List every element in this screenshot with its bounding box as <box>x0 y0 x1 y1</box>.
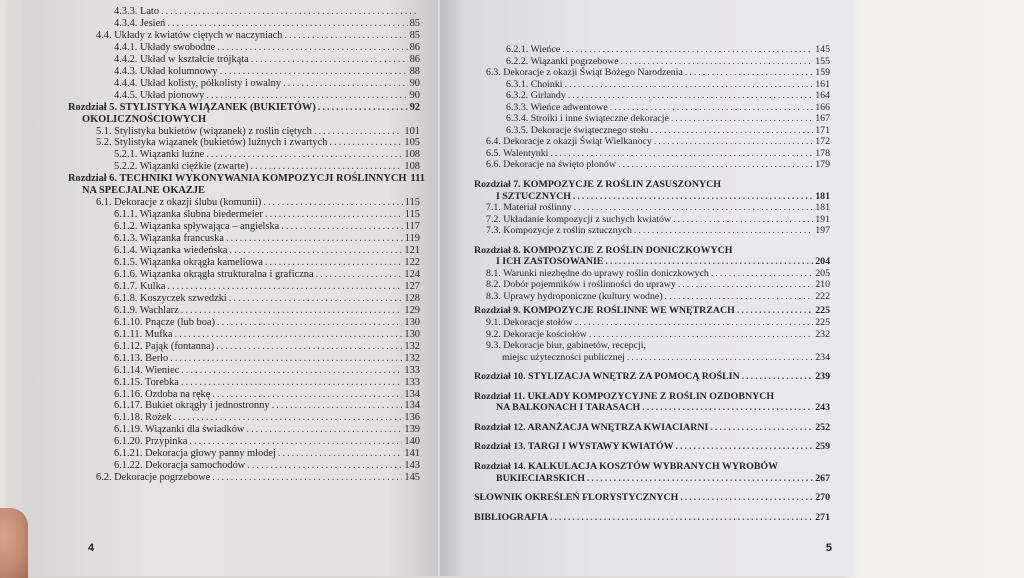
toc-entry-title: 6.1.6. Wiązanka okrągła strukturalna i graficzna <box>114 268 314 280</box>
toc-entry <box>68 269 420 281</box>
toc-entry <box>68 257 420 269</box>
toc-leader-dots <box>217 42 407 54</box>
toc-chapter-entry <box>474 245 830 257</box>
toc-entry <box>68 317 420 329</box>
toc-entry <box>474 291 830 303</box>
toc-leader-dots <box>212 389 402 401</box>
toc-leader-dots <box>587 473 813 485</box>
toc-entry <box>68 66 420 78</box>
toc-entry-title: Rozdział 8. KOMPOZYCJE Z ROŚLIN DONICZKOWYCH <box>474 244 733 256</box>
toc-leader-dots <box>167 18 407 30</box>
toc-leader-dots <box>263 197 402 209</box>
toc-entry-page: 88 <box>409 65 420 77</box>
toc-leader-dots <box>206 90 407 102</box>
toc-leader-dots <box>575 317 814 329</box>
toc-leader-dots <box>181 377 403 389</box>
toc-entry-page: 134 <box>404 388 420 400</box>
toc-leader-dots <box>680 492 813 504</box>
toc-entry-title: 6.1.1. Wiązanka ślubna biedermeier <box>114 209 263 221</box>
toc-chapter-entry <box>474 305 830 317</box>
toc-leader-dots <box>573 191 813 203</box>
toc-entry-title: 9.1. Dekoracje stołów <box>486 317 573 329</box>
page-number-right: 5 <box>825 542 832 554</box>
toc-entry <box>474 329 830 341</box>
toc-leader-dots <box>550 512 813 524</box>
toc-leader-dots <box>671 113 813 125</box>
toc-entry-page: 134 <box>404 400 420 412</box>
toc-leader-dots <box>181 305 403 317</box>
toc-entry-title: Rozdział 7. KOMPOZYCJE Z ROŚLIN ZASUSZONYCH <box>474 179 721 191</box>
toc-entry <box>68 293 420 305</box>
toc-entry <box>68 400 420 412</box>
toc-entry-title: 6.1.20. Przypinka <box>114 436 188 448</box>
toc-entry <box>68 197 420 209</box>
toc-entry <box>474 113 830 125</box>
toc-entry <box>68 6 420 18</box>
toc-entry-page: 164 <box>815 90 830 102</box>
toc-entry-title: Rozdział 6. TECHNIKI WYKONYWANIA KOMPOZYCJI ROŚLINNYCH <box>68 173 407 185</box>
page-number-left: 4 <box>88 542 95 554</box>
toc-leader-dots <box>318 102 408 114</box>
toc-entry <box>474 148 830 160</box>
toc-entry-page: 136 <box>404 412 420 424</box>
toc-entry <box>68 472 420 484</box>
toc-entry-page: 239 <box>815 371 830 383</box>
toc-leader-dots <box>272 400 403 412</box>
toc-entry-title: 6.5. Walentynki <box>486 147 549 159</box>
toc-entry-title: 8.1. Warunki niezbędne do uprawy roślin doniczkowych <box>486 267 709 279</box>
toc-entry-page: 86 <box>409 53 420 65</box>
toc-entry-title: 5.2. Stylistyka wiązanek (bukietów) luźnych i zwartych <box>96 137 328 149</box>
toc-entry-page: 197 <box>815 225 830 237</box>
toc-entry-page: 225 <box>815 317 830 329</box>
toc-chapter-entry <box>474 391 830 403</box>
toc-entry-page: 145 <box>404 472 420 484</box>
toc-leader-dots <box>226 233 403 245</box>
toc-leader-dots <box>676 441 814 453</box>
toc-leader-dots <box>229 245 402 257</box>
toc-leader-dots <box>568 90 813 102</box>
toc-chapter-entry <box>68 102 420 114</box>
toc-entry-page: 181 <box>815 202 830 214</box>
toc-entry-title: 6.4. Dekoracje z okazji Świąt Wielkanocy <box>486 136 652 148</box>
toc-entry-title: 6.2.1. Wieńce <box>506 44 561 55</box>
toc-entry-page: 270 <box>815 492 830 504</box>
toc-leader-dots <box>217 317 402 329</box>
toc-entry-page: 90 <box>409 77 420 89</box>
toc-leader-dots <box>220 66 408 78</box>
toc-entry-title: 4.4.3. Układ kolumnowy <box>114 65 218 77</box>
toc-leader-dots <box>281 221 403 233</box>
toc-entry-page: 159 <box>815 67 830 79</box>
toc-entry-title: I SZTUCZNYCH <box>496 190 571 202</box>
toc-leader-dots <box>621 56 814 68</box>
toc-entry <box>68 90 420 102</box>
toc-leader-dots <box>618 159 813 171</box>
toc-entry <box>68 389 420 401</box>
toc-entry-page: 267 <box>815 472 830 484</box>
toc-entry-title: 6.3.2. Girlandy <box>506 90 566 102</box>
toc-entry <box>68 161 420 173</box>
toc-list-left <box>68 6 425 484</box>
left-page <box>22 0 438 576</box>
toc-entry-title: I ICH ZASTOSOWANIE <box>496 256 604 268</box>
toc-chapter-entry <box>474 179 830 191</box>
toc-leader-dots <box>565 79 814 91</box>
toc-chapter-entry <box>474 512 830 524</box>
toc-leader-dots <box>665 291 814 303</box>
toc-entry <box>68 448 420 460</box>
toc-entry-page: 128 <box>404 292 420 304</box>
toc-entry-title: 6.6. Dekoracje na święto plonów <box>486 159 616 171</box>
toc-leader-dots <box>316 269 403 281</box>
toc-entry <box>68 341 420 353</box>
toc-entry-page: 204 <box>815 256 830 268</box>
toc-leader-dots <box>742 371 814 383</box>
toc-chapter-entry <box>68 173 425 185</box>
toc-entry-title: 7.3. Kompozycje z roślin sztucznych <box>486 225 632 237</box>
toc-entry-page: 167 <box>815 113 830 125</box>
toc-entry <box>68 365 420 377</box>
toc-entry-title: 6.1.19. Wiązanki dla świadków <box>114 424 245 436</box>
toc-chapter-entry <box>474 441 830 453</box>
toc-entry-page: 141 <box>404 448 420 460</box>
toc-entry-title: Rozdział 9. KOMPOZYCJE ROŚLINNE WE WNĘTRZACH <box>474 305 735 317</box>
toc-entry-page: 108 <box>404 149 420 161</box>
toc-entry-title: 6.1.16. Ozdoba na rękę <box>114 388 211 400</box>
toc-leader-dots <box>189 436 402 448</box>
toc-entry <box>68 221 420 233</box>
toc-leader-dots <box>685 67 813 79</box>
toc-entry-title: 4.4.2. Układ w kształcie trójkąta <box>114 53 249 65</box>
toc-entry-title: 6.1.7. Kulka <box>114 280 166 292</box>
toc-leader-dots <box>246 424 402 436</box>
toc-leader-dots <box>265 209 403 221</box>
toc-entry <box>68 54 420 66</box>
toc-entry <box>474 56 830 68</box>
toc-entry-title: miejsc użyteczności publicznej <box>502 351 625 363</box>
toc-entry-page: 179 <box>815 159 830 171</box>
toc-leader-dots <box>206 149 402 161</box>
toc-chapter-entry <box>474 473 830 485</box>
toc-leader-dots <box>329 137 402 149</box>
toc-entry-title: 6.3.3. Wieńce adwentowe <box>506 101 608 113</box>
toc-entry <box>474 225 830 237</box>
toc-list-right <box>474 44 830 523</box>
toc-chapter-entry <box>474 371 830 383</box>
toc-entry-page: 111 <box>410 173 425 185</box>
toc-entry-title: 6.1.17. Bukiet okrągły i jednostronny <box>114 400 270 412</box>
toc-leader-dots <box>212 472 402 484</box>
toc-entry <box>68 209 420 221</box>
toc-leader-dots <box>250 161 402 173</box>
toc-leader-dots <box>170 353 402 365</box>
toc-entry-page: 210 <box>815 279 830 291</box>
toc-entry-page: 234 <box>815 351 830 363</box>
toc-entry <box>68 412 420 424</box>
toc-entry-title: 6.1.18. Rożek <box>114 412 172 424</box>
toc-entry-page: 171 <box>815 124 830 136</box>
toc-entry <box>474 67 830 79</box>
toc-entry <box>474 136 830 148</box>
toc-chapter-entry <box>474 256 830 268</box>
toc-entry-page: 222 <box>815 290 830 302</box>
toc-leader-dots <box>216 341 402 353</box>
toc-entry <box>68 377 420 389</box>
toc-entry <box>68 436 420 448</box>
toc-leader-dots <box>284 30 407 42</box>
toc-entry-title: 6.2.2. Wiązanki pogrzebowe <box>506 55 619 67</box>
toc-entry-page: 121 <box>404 245 420 257</box>
toc-leader-dots <box>651 125 814 137</box>
toc-leader-dots <box>562 44 813 56</box>
toc-leader-dots <box>161 6 418 18</box>
toc-entry-title: 6.3.1. Choinki <box>506 78 563 90</box>
toc-entry-page: 105 <box>404 137 420 149</box>
toc-entry-title: Rozdział 5. STYLISTYKA WIĄZANEK (BUKIETÓW) <box>68 101 316 113</box>
toc-leader-dots <box>175 329 403 341</box>
toc-entry-page: 232 <box>815 328 830 340</box>
toc-entry <box>474 340 830 352</box>
toc-entry-page: 85 <box>409 17 420 29</box>
toc-entry-title: 4.4.1. Układy swobodne <box>114 41 216 53</box>
toc-entry-title: 6.1.11. Mufka <box>114 328 173 340</box>
toc-leader-dots <box>265 257 403 269</box>
toc-entry <box>474 125 830 137</box>
toc-entry-page: 139 <box>404 424 420 436</box>
toc-entry-page: 108 <box>404 161 420 173</box>
toc-entry-page: 115 <box>404 209 420 221</box>
toc-entry-title: 4.3.3. Lato <box>114 6 160 17</box>
toc-entry <box>68 149 420 161</box>
toc-entry-page: 130 <box>404 316 420 328</box>
toc-chapter-entry <box>474 461 830 473</box>
toc-entry <box>68 233 420 245</box>
toc-entry-title: 6.1.8. Koszyczek szwedzki <box>114 292 227 304</box>
toc-chapter-entry <box>474 492 830 504</box>
toc-entry-title: 5.2.2. Wiązanki ciężkie (zwarte) <box>114 161 249 173</box>
toc-chapter-entry <box>474 402 830 414</box>
toc-entry-page: 252 <box>815 421 830 433</box>
toc-entry <box>474 79 830 91</box>
toc-entry <box>68 137 420 149</box>
toc-entry-page: 271 <box>815 511 830 523</box>
toc-entry-title: 6.1.2. Wiązanka spływająca – angielska <box>114 221 280 233</box>
toc-entry <box>474 202 830 214</box>
toc-entry-title: 6.1.22. Dekoracja samochodów <box>114 460 246 472</box>
toc-entry-title: Rozdział 10. STYLIZACJA WNĘTRZ ZA POMOCĄ ROŚLIN <box>474 371 740 383</box>
open-book <box>8 0 844 576</box>
toc-entry-title: Rozdział 12. ARANŻACJA WNĘTRZA KWIACIARNI <box>474 421 709 433</box>
toc-entry-page: 259 <box>815 441 830 453</box>
toc-leader-dots <box>283 78 408 90</box>
toc-entry-page: 143 <box>404 460 420 472</box>
toc-entry-page: 133 <box>404 376 420 388</box>
toc-entry-page: 124 <box>404 268 420 280</box>
toc-entry <box>68 126 420 138</box>
toc-entry-title: 6.3. Dekoracje z okazji Świąt Bożego Narodzenia <box>486 67 683 79</box>
thumb <box>0 508 28 578</box>
toc-entry-title: SŁOWNIK OKREŚLEŃ FLORYSTYCZNYCH <box>474 492 679 504</box>
toc-entry-title: 6.1.4. Wiązanka wiedeńska <box>114 245 228 257</box>
toc-entry-title: 6.3.5. Dekoracje świątecznego stołu <box>506 124 649 136</box>
toc-entry-title: 6.1.9. Wachlarz <box>114 304 179 316</box>
toc-entry <box>68 424 420 436</box>
toc-leader-dots <box>229 293 403 305</box>
toc-leader-dots <box>673 214 813 226</box>
toc-entry <box>68 30 420 42</box>
toc-entry-page: 90 <box>409 89 420 101</box>
toc-entry-page: 181 <box>815 190 830 202</box>
toc-entry-title: 6.2. Dekoracje pogrzebowe <box>96 472 211 484</box>
toc-entry-page: 119 <box>404 233 420 245</box>
toc-entry-title: 6.1.12. Pająk (fontanna) <box>114 340 215 352</box>
toc-entry-title: 6.1.14. Wieniec <box>114 364 180 376</box>
toc-entry <box>68 42 420 54</box>
toc-entry-page: 178 <box>815 147 830 159</box>
toc-entry-title: NA SPECJALNE OKAZJE <box>82 185 205 197</box>
toc-entry-page: 115 <box>404 197 420 209</box>
toc-entry-title: Rozdział 14. KALKULACJA KOSZTÓW WYBRANYCH WYROBÓW <box>474 460 778 472</box>
toc-entry-page: 132 <box>404 352 420 364</box>
toc-entry <box>474 44 830 56</box>
toc-leader-dots <box>654 136 813 148</box>
toc-entry-title: 5.1. Stylistyka bukietów (wiązanek) z roślin ciętych <box>96 125 312 137</box>
toc-entry-page: 225 <box>815 305 830 317</box>
toc-leader-dots <box>678 279 813 291</box>
toc-leader-dots <box>737 305 813 317</box>
toc-chapter-entry <box>474 422 830 434</box>
toc-entry-page: 191 <box>815 213 830 225</box>
toc-entry-page: 145 <box>815 44 830 55</box>
toc-entry-title: 5.2.1. Wiązanki luźne <box>114 149 205 161</box>
toc-entry-page: 86 <box>409 41 420 53</box>
toc-entry-title: BUKIECIARSKICH <box>496 472 585 484</box>
toc-entry-title: BIBLIOGRAFIA <box>474 511 549 523</box>
toc-entry <box>68 281 420 293</box>
toc-leader-dots <box>314 126 403 138</box>
toc-entry-title: 8.3. Uprawy hydroponiczne (kultury wodne) <box>486 290 663 302</box>
toc-entry <box>474 214 830 226</box>
toc-entry-title: 6.1.10. Pnącze (lub boa) <box>114 316 215 328</box>
toc-entry-page: 122 <box>404 257 420 269</box>
toc-entry-page: 101 <box>404 125 420 137</box>
toc-entry-title: OKOLICZNOŚCIOWYCH <box>82 113 207 125</box>
toc-entry-title: 6.1.5. Wiązanka okrągła kameliowa <box>114 257 263 269</box>
toc-leader-dots <box>610 102 813 114</box>
toc-leader-dots <box>711 268 813 280</box>
toc-entry-title: 9.3. Dekoracje biur, gabinetów, recepcji, <box>486 340 646 352</box>
toc-entry-title: 6.1.3. Wiązanka francuska <box>114 233 224 245</box>
right-page <box>440 0 852 576</box>
toc-entry-page: 166 <box>815 101 830 113</box>
toc-leader-dots <box>181 365 402 377</box>
toc-entry <box>474 90 830 102</box>
toc-entry <box>474 352 830 364</box>
toc-entry-page: 133 <box>404 364 420 376</box>
toc-entry-title: 4.4.4. Układ kolisty, półkolisty i owalny <box>114 77 282 89</box>
toc-entry <box>68 353 420 365</box>
toc-entry <box>474 159 830 171</box>
toc-entry-title: 6.3.4. Stroiki i inne świąteczne dekoracje <box>506 113 669 125</box>
toc-leader-dots <box>634 225 813 237</box>
toc-chapter-entry <box>68 114 420 126</box>
toc-leader-dots <box>574 202 814 214</box>
toc-leader-dots <box>627 352 813 364</box>
toc-leader-dots <box>550 148 813 160</box>
toc-entry-page: 140 <box>404 436 420 448</box>
toc-entry-page: 117 <box>404 221 420 233</box>
toc-leader-dots <box>174 412 403 424</box>
toc-entry-title: Rozdział 11. UKŁADY KOMPOZYCYJNE Z ROŚLIN OZDOBNYCH <box>474 390 775 402</box>
toc-leader-dots <box>589 329 813 341</box>
toc-entry-title: 9.2. Dekoracje kościołów <box>486 328 587 340</box>
toc-entry <box>68 460 420 472</box>
toc-entry-page: 92 <box>409 101 420 113</box>
toc-entry-title: 8.2. Dobór pojemników i roślinności do uprawy <box>486 279 676 291</box>
toc-chapter-entry <box>474 191 830 203</box>
toc-entry-title: 4.3.4. Jesień <box>114 17 166 29</box>
toc-entry-title: 4.4. Układy z kwiatów ciętych w naczyniach <box>96 29 283 41</box>
toc-chapter-entry <box>68 185 420 197</box>
toc-entry <box>68 305 420 317</box>
toc-leader-dots <box>605 256 813 268</box>
toc-entry-title: 7.1. Materiał roślinny <box>486 202 572 214</box>
toc-entry-page: 132 <box>404 340 420 352</box>
toc-entry <box>68 245 420 257</box>
toc-entry-page: 172 <box>815 136 830 148</box>
toc-entry-page: 85 <box>409 29 420 41</box>
toc-entry-title: 6.1.13. Berło <box>114 352 169 364</box>
toc-entry-page: 129 <box>404 304 420 316</box>
toc-entry-title: 7.2. Układanie kompozycji z suchych kwiatów <box>486 213 672 225</box>
toc-leader-dots <box>167 281 402 293</box>
toc-entry-title: 6.1. Dekoracje z okazji ślubu (komunii) <box>96 197 262 209</box>
toc-entry <box>474 102 830 114</box>
toc-entry-page: 127 <box>404 280 420 292</box>
toc-leader-dots <box>247 460 402 472</box>
toc-entry-title: 6.1.15. Torebka <box>114 376 179 388</box>
toc-entry-page: 243 <box>815 402 830 414</box>
toc-leader-dots <box>642 402 813 414</box>
toc-entry <box>68 18 420 30</box>
toc-entry-title: 4.4.5. Układ pionowy <box>114 89 205 101</box>
toc-entry <box>474 268 830 280</box>
toc-entry <box>68 329 420 341</box>
toc-entry-title: NA BALKONACH I TARASACH <box>496 402 641 414</box>
toc-entry-title: Rozdział 13. TARGI I WYSTAWY KWIATÓW <box>474 441 674 453</box>
toc-entry <box>474 317 830 329</box>
toc-entry-page: 161 <box>815 78 830 90</box>
toc-entry-page: 130 <box>404 328 420 340</box>
toc-entry-title: 6.1.21. Dekoracja głowy panny młodej <box>114 448 276 460</box>
toc-entry <box>474 279 830 291</box>
toc-entry <box>68 78 420 90</box>
toc-leader-dots <box>710 422 813 434</box>
toc-leader-dots <box>278 448 403 460</box>
toc-entry-page: 155 <box>815 55 830 67</box>
toc-entry-page: 205 <box>815 267 830 279</box>
toc-leader-dots <box>251 54 408 66</box>
